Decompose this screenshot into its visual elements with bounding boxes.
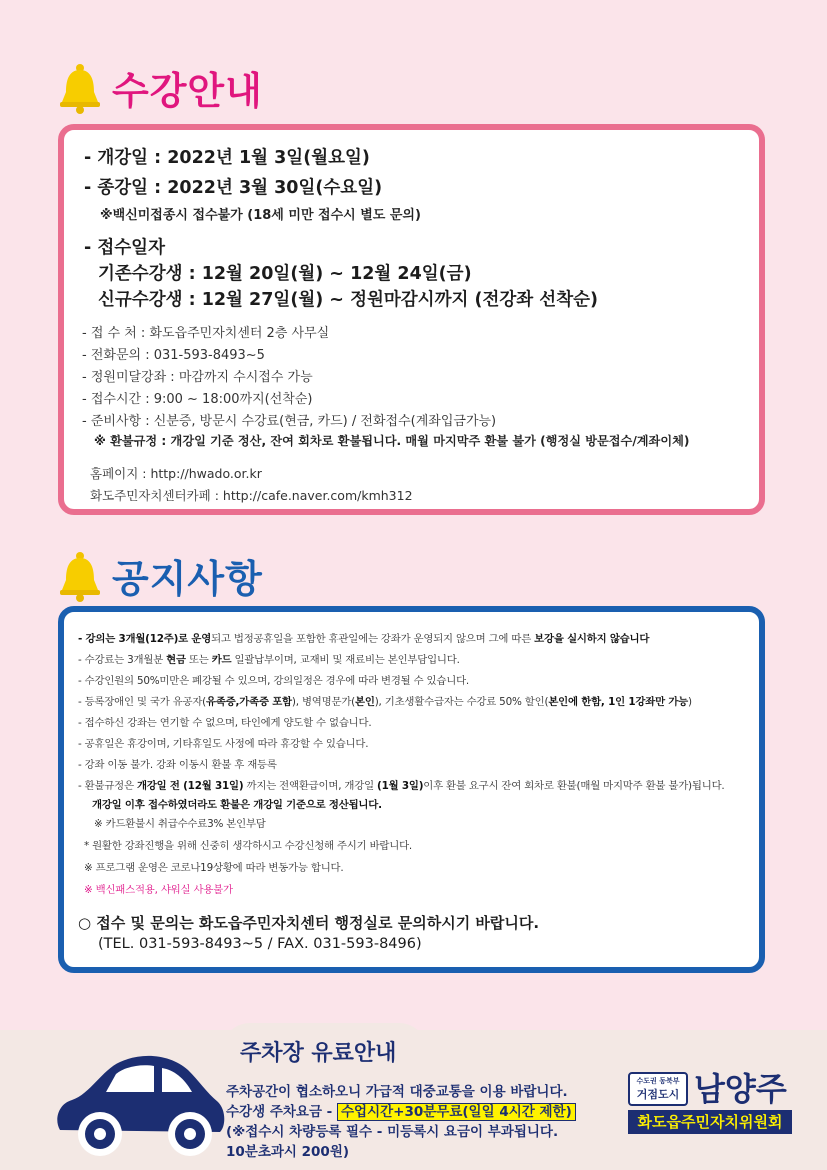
notice-item: * 원활한 강좌진행을 위해 신중히 생각하시고 수강신청해 주시기 바랍니다.: [84, 840, 413, 852]
contact-line: ○ 접수 및 문의는 화도읍주민자치센터 행정실로 문의하시기 바랍니다.: [78, 914, 540, 932]
notice-item: ※ 카드환불시 취급수수료3% 본인부담: [94, 818, 266, 830]
org-name: 화도읍주민자치위원회: [628, 1110, 792, 1134]
section-heading-notice: [56, 548, 263, 603]
hub-city-badge: 수도권 동북부 거점도시: [628, 1072, 688, 1106]
section-title: 공지사항: [112, 557, 263, 601]
info-undersubscribed: - 정원미달강좌 : 마감까지 수시접수 가능: [82, 370, 313, 385]
course-info-box: [58, 124, 765, 515]
close-date: - 종강일 : 2022년 3월 30일(수요일): [84, 178, 383, 198]
open-date: - 개강일 : 2022년 1월 3일(월요일): [84, 148, 370, 168]
refund-policy: ※ 환불규정 : 개강일 기준 정산, 잔여 회차로 환불됩니다. 매월 마지막주 환불 불가 (행정실 방문접수/계좌이체): [94, 434, 690, 448]
parking-line: 10분초과시 200원): [226, 1144, 350, 1160]
parking-free-highlight: 수업시간+30분무료(일일 4시간 제한): [337, 1103, 576, 1121]
parking-line: 주차공간이 협소하오니 가급적 대중교통을 이용 바랍니다.: [226, 1084, 568, 1100]
notice-box: [58, 606, 765, 973]
vaccine-note: ※백신미접종시 접수불가 (18세 미만 접수시 별도 문의): [100, 208, 421, 223]
notice-item: - 강좌 이동 불가. 강좌 이동시 환불 후 재등록: [78, 759, 277, 771]
car-icon: [50, 1030, 230, 1160]
notice-item: ※ 백신패스적용, 샤워실 사용불가: [84, 884, 233, 896]
bell-icon: [56, 62, 104, 114]
notice-item: - 공휴일은 휴강이며, 기타휴일도 사정에 따라 휴강할 수 있습니다.: [78, 738, 369, 750]
notice-item: - 등록장애인 및 국가 유공자(유족증,가족증 포함), 병역명문가(본인), 기초생활수급자는 수강료 50% 할인(본인에 한함, 1인 1강좌만 가능): [78, 696, 692, 708]
notice-item: - 강의는 3개월(12주)로 운영되고 법정공휴일을 포함한 휴관일에는 강좌가 운영되지 않으며 그에 따른 보강을 실시하지 않습니다: [78, 633, 650, 645]
notice-item: - 접수하신 강좌는 연기할 수 없으며, 타인에게 양도할 수 없습니다.: [78, 717, 372, 729]
page-title: 수강안내: [112, 69, 263, 113]
registration-existing: 기존수강생 : 12월 20일(월) ~ 12월 24일(금): [98, 264, 472, 284]
notice-item: - 수강인원의 50%미만은 폐강될 수 있으며, 강의일정은 경우에 따라 변경될 수 있습니다.: [78, 675, 470, 687]
parking-line: (※접수시 차량등록 필수 - 미등록시 요금이 부과됩니다.: [226, 1124, 559, 1140]
registration-heading: - 접수일자: [84, 238, 165, 258]
contact-numbers: (TEL. 031-593-8493~5 / FAX. 031-593-8496): [98, 936, 422, 952]
city-name: 남양주: [694, 1070, 787, 1108]
notice-item: - 환불규정은 개강일 전 (12월 31일) 까지는 전액환급이며, 개강일 (1월 3일)이후 환불 요구시 잔여 회차로 환불(매월 마지막주 환불 불가)됩니다.: [78, 780, 725, 792]
notice-item: - 수강료는 3개월분 현금 또는 카드 일괄납부이며, 교재비 및 재료비는 본인부담입니다.: [78, 654, 460, 666]
notice-item: ※ 프로그램 운영은 코로나19상황에 따라 변동가능 합니다.: [84, 862, 344, 874]
info-location: - 접 수 처 : 화도읍주민자치센터 2층 사무실: [82, 326, 330, 341]
notice-item: 개강일 이후 접수하였더라도 환불은 개강일 기준으로 정산됩니다.: [92, 799, 382, 811]
parking-title: 주차장 유료안내: [240, 1041, 397, 1066]
parking-fee-line: 수강생 주차요금 - 수업시간+30분무료(일일 4시간 제한): [226, 1100, 576, 1120]
bell-icon: [56, 550, 104, 602]
cafe-link[interactable]: 화도주민자치센터카페 : http://cafe.naver.com/kmh312: [90, 488, 413, 503]
info-phone: - 전화문의 : 031-593-8493~5: [82, 348, 265, 363]
homepage-link[interactable]: 홈페이지 : http://hwado.or.kr: [90, 466, 262, 481]
registration-new: 신규수강생 : 12월 27일(월) ~ 정원마감시까지 (전강좌 선착순): [98, 290, 599, 310]
section-heading-course-info: [56, 60, 263, 115]
info-prep: - 준비사항 : 신분증, 방문시 수강료(현금, 카드) / 전화접수(계좌입금가능): [82, 414, 497, 429]
info-hours: - 접수시간 : 9:00 ~ 18:00까지(선착순): [82, 392, 313, 407]
